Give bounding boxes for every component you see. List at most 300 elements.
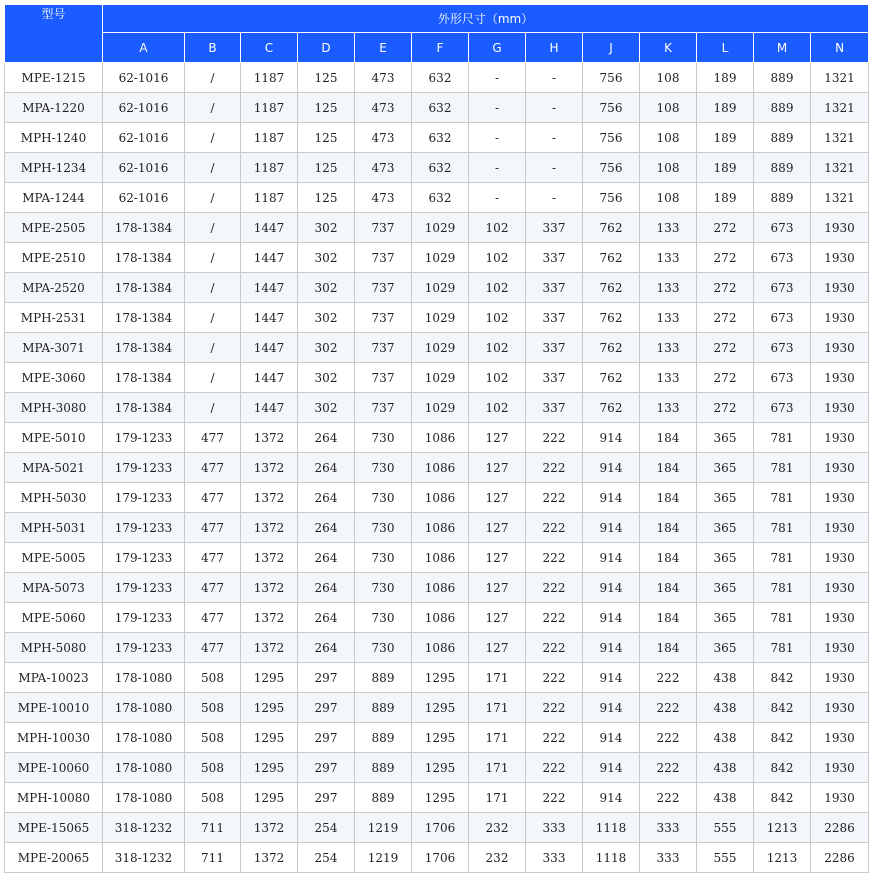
dimension-cell: - [526,153,583,183]
dimension-cell: 108 [640,93,697,123]
dimension-cell: 1930 [811,363,869,393]
dimension-cell: 222 [640,723,697,753]
table-body [5,63,869,873]
model-cell: MPE-3060 [5,363,103,393]
dimension-cell: 178-1080 [103,783,185,813]
dimension-cell: 1930 [811,423,869,453]
dimension-cell: 178-1080 [103,723,185,753]
table-row [5,213,869,243]
dimension-cell: 232 [469,843,526,873]
table-row [5,423,869,453]
table-row [5,333,869,363]
model-cell: MPE-5005 [5,543,103,573]
dimension-cell: 1295 [412,663,469,693]
dimension-cell: 62-1016 [103,123,185,153]
dimension-cell: 508 [185,753,241,783]
dimension-cell: 365 [697,513,754,543]
dimension-cell: 125 [298,153,355,183]
dimension-cell: 272 [697,333,754,363]
dimension-cell: 673 [754,333,811,363]
dimension-cell: 1295 [412,783,469,813]
dimension-cell: 889 [754,93,811,123]
dimension-cell: 781 [754,423,811,453]
dimension-cell: 914 [583,753,640,783]
dimension-cell: 1372 [241,483,298,513]
dimension-cell: 222 [526,723,583,753]
dimension-cell: 302 [298,333,355,363]
dimension-cell: 264 [298,483,355,513]
dimension-cell: / [185,93,241,123]
model-cell: MPE-2510 [5,243,103,273]
table-row [5,843,869,873]
dimension-cell: 1118 [583,843,640,873]
dimension-cell: 1372 [241,633,298,663]
table-header [5,5,869,63]
dimension-cell: 1930 [811,633,869,663]
dimension-cell: 1930 [811,513,869,543]
dimension-cell: 108 [640,153,697,183]
dimension-cell: 1213 [754,813,811,843]
dimension-cell: 1118 [583,813,640,843]
dimension-cell: 711 [185,843,241,873]
dimension-cell: 555 [697,843,754,873]
dimension-cell: 178-1384 [103,393,185,423]
model-cell: MPA-2520 [5,273,103,303]
dimension-cell: 1086 [412,423,469,453]
column-header-m: M [754,33,811,63]
dimension-cell: 189 [697,123,754,153]
model-cell: MPH-2531 [5,303,103,333]
dimension-cell: 756 [583,123,640,153]
dimension-cell: 178-1384 [103,363,185,393]
dimension-cell: 1295 [241,783,298,813]
model-cell: MPH-5080 [5,633,103,663]
dimension-cell: 222 [526,783,583,813]
dimension-cell: 127 [469,453,526,483]
dimension-cell: 264 [298,513,355,543]
dimension-cell: 127 [469,543,526,573]
dimension-cell: 1930 [811,543,869,573]
dimension-cell: 1219 [355,843,412,873]
dimension-cell: 125 [298,123,355,153]
dimension-cell: 1086 [412,483,469,513]
table-row [5,153,869,183]
dimension-cell: 730 [355,513,412,543]
model-cell: MPE-1215 [5,63,103,93]
model-cell: MPE-2505 [5,213,103,243]
dimension-cell: / [185,123,241,153]
dimension-cell: 171 [469,693,526,723]
dimension-cell: 102 [469,273,526,303]
dimension-cell: 365 [697,483,754,513]
dimension-cell: 762 [583,273,640,303]
dimension-cell: 337 [526,333,583,363]
model-cell: MPE-15065 [5,813,103,843]
dimension-cell: 133 [640,333,697,363]
dimension-cell: 365 [697,453,754,483]
dimension-cell: / [185,153,241,183]
dimension-cell: 1930 [811,483,869,513]
dimension-cell: 477 [185,423,241,453]
dimension-cell: 632 [412,153,469,183]
dimension-cell: 438 [697,783,754,813]
dimension-cell: 184 [640,543,697,573]
dimension-cell: 781 [754,483,811,513]
dimension-cell: 889 [754,123,811,153]
dimension-cell: 781 [754,453,811,483]
dimension-cell: 1447 [241,393,298,423]
dimension-cell: 781 [754,573,811,603]
dimension-cell: - [469,183,526,213]
model-cell: MPH-1234 [5,153,103,183]
table-row [5,783,869,813]
dimension-cell: 365 [697,573,754,603]
dimension-cell: 127 [469,603,526,633]
dimension-cell: 508 [185,663,241,693]
dimension-cell: 1321 [811,123,869,153]
dimension-cell: 102 [469,213,526,243]
table-row [5,273,869,303]
dimension-cell: 302 [298,363,355,393]
table-row [5,453,869,483]
dimension-cell: 477 [185,483,241,513]
dimension-cell: 1930 [811,333,869,363]
dimension-cell: 756 [583,153,640,183]
dimension-cell: 171 [469,723,526,753]
table-row [5,483,869,513]
column-header-n: N [811,33,869,63]
column-header-e: E [355,33,412,63]
dimension-cell: / [185,183,241,213]
model-cell: MPH-3080 [5,393,103,423]
column-header-c: C [241,33,298,63]
model-cell: MPE-5060 [5,603,103,633]
column-header-h: H [526,33,583,63]
dimension-cell: 1029 [412,303,469,333]
dimension-cell: 189 [697,153,754,183]
dimension-cell: 1295 [241,663,298,693]
dimension-cell: 889 [355,693,412,723]
dimension-cell: 337 [526,273,583,303]
dimension-cell: 272 [697,273,754,303]
dimension-cell: 1930 [811,573,869,603]
dimension-cell: 1213 [754,843,811,873]
model-cell: MPE-10060 [5,753,103,783]
dimension-cell: 1029 [412,273,469,303]
dimension-cell: 842 [754,783,811,813]
dimension-cell: 272 [697,243,754,273]
model-cell: MPA-1244 [5,183,103,213]
dimension-cell: 333 [526,813,583,843]
table-row [5,663,869,693]
dimension-cell: 1930 [811,273,869,303]
dimension-cell: 1372 [241,813,298,843]
dimension-cell: 1321 [811,153,869,183]
dimension-cell: 222 [640,753,697,783]
dimension-cell: - [526,63,583,93]
dimension-cell: 272 [697,213,754,243]
dimension-cell: 222 [640,783,697,813]
dimension-cell: 762 [583,243,640,273]
dimension-cell: 762 [583,363,640,393]
dimension-cell: 1372 [241,423,298,453]
dimension-cell: 264 [298,543,355,573]
dimension-cell: 756 [583,183,640,213]
dimension-cell: 1447 [241,363,298,393]
dimension-cell: 1086 [412,603,469,633]
dimension-table [4,4,869,873]
dimension-cell: 477 [185,453,241,483]
dimension-cell: 730 [355,453,412,483]
dimension-cell: 673 [754,393,811,423]
dimension-cell: 178-1384 [103,303,185,333]
dimension-cell: / [185,363,241,393]
dimension-cell: 184 [640,633,697,663]
table-row [5,243,869,273]
dimension-cell: 297 [298,753,355,783]
dimension-cell: 914 [583,423,640,453]
dimension-cell: 102 [469,243,526,273]
model-cell: MPH-5030 [5,483,103,513]
dimension-cell: 133 [640,393,697,423]
dimension-cell: 184 [640,513,697,543]
dimension-cell: 889 [355,783,412,813]
dimension-cell: 730 [355,423,412,453]
dimension-cell: 473 [355,123,412,153]
dimension-cell: 914 [583,693,640,723]
dimension-cell: 222 [526,573,583,603]
dimension-cell: 179-1233 [103,453,185,483]
dimension-cell: 1706 [412,843,469,873]
dimension-cell: 737 [355,393,412,423]
dimension-cell: 102 [469,363,526,393]
dimension-cell: 781 [754,513,811,543]
dimension-cell: 333 [640,843,697,873]
dimension-cell: 337 [526,363,583,393]
dimension-cell: 730 [355,573,412,603]
dimension-cell: 272 [697,363,754,393]
dimension-cell: - [526,183,583,213]
dimension-cell: 1372 [241,513,298,543]
dimension-cell: 178-1384 [103,273,185,303]
dimension-cell: 222 [526,633,583,663]
dimension-cell: 297 [298,723,355,753]
dimension-cell: 264 [298,453,355,483]
dimension-cell: 1295 [412,753,469,783]
dimension-cell: 222 [526,513,583,543]
dimension-cell: 1029 [412,393,469,423]
dimension-cell: 179-1233 [103,603,185,633]
column-header-d: D [298,33,355,63]
dimension-cell: 272 [697,393,754,423]
dimension-cell: 222 [526,453,583,483]
column-header-row [5,33,869,63]
dimension-cell: 1295 [412,723,469,753]
dimension-cell: 179-1233 [103,573,185,603]
dimension-cell: 914 [583,723,640,753]
dimension-cell: 1706 [412,813,469,843]
dimension-cell: 1187 [241,123,298,153]
dimension-cell: 133 [640,303,697,333]
dimension-cell: 264 [298,603,355,633]
dimension-cell: 125 [298,183,355,213]
dimension-cell: 189 [697,183,754,213]
dimension-cell: 737 [355,333,412,363]
table-row [5,363,869,393]
dimension-cell: 737 [355,303,412,333]
dimension-cell: 508 [185,723,241,753]
dimension-cell: / [185,333,241,363]
table-row [5,813,869,843]
dimension-cell: 1447 [241,213,298,243]
table-row [5,753,869,783]
dimension-cell: 178-1384 [103,333,185,363]
dimension-cell: 272 [697,303,754,333]
dimension-cell: 264 [298,423,355,453]
dimension-cell: 1295 [241,693,298,723]
dimension-cell: 673 [754,273,811,303]
dimension-cell: 178-1080 [103,753,185,783]
dimension-cell: 108 [640,183,697,213]
table-row [5,633,869,663]
dimension-cell: 1930 [811,303,869,333]
dimension-cell: 184 [640,453,697,483]
dimension-cell: 125 [298,63,355,93]
dimension-cell: 337 [526,243,583,273]
dimension-cell: 125 [298,93,355,123]
dimension-cell: 302 [298,303,355,333]
dimension-cell: 171 [469,663,526,693]
dimension-cell: 1086 [412,573,469,603]
dimension-cell: 102 [469,393,526,423]
column-header-g: G [469,33,526,63]
dimension-cell: - [469,93,526,123]
dimension-cell: 1447 [241,243,298,273]
dimension-cell: 2286 [811,813,869,843]
dimension-cell: 337 [526,393,583,423]
dimension-cell: 1029 [412,333,469,363]
dimension-cell: 264 [298,573,355,603]
column-header-a: A [103,33,185,63]
table-row [5,693,869,723]
dimension-cell: 264 [298,633,355,663]
dimension-cell: 632 [412,183,469,213]
dimension-cell: 1029 [412,213,469,243]
dimension-cell: 762 [583,393,640,423]
dimension-cell: 889 [754,63,811,93]
dimension-cell: 473 [355,63,412,93]
dimension-cell: 133 [640,273,697,303]
dimension-cell: 1086 [412,453,469,483]
dimension-cell: / [185,63,241,93]
dimension-cell: 1321 [811,183,869,213]
dimension-cell: 737 [355,213,412,243]
model-cell: MPA-10023 [5,663,103,693]
model-cell: MPH-10030 [5,723,103,753]
model-cell: MPH-5031 [5,513,103,543]
dimension-cell: 318-1232 [103,813,185,843]
dimension-cell: 297 [298,693,355,723]
dimension-cell: 889 [754,183,811,213]
dimension-cell: 438 [697,753,754,783]
dimension-cell: 756 [583,63,640,93]
dimension-cell: 127 [469,513,526,543]
dimension-cell: 730 [355,483,412,513]
dimension-cell: 914 [583,483,640,513]
dimension-cell: 762 [583,333,640,363]
dimension-cell: 62-1016 [103,153,185,183]
dimension-cell: 1295 [241,723,298,753]
dimension-cell: 184 [640,483,697,513]
table-row [5,93,869,123]
dimension-cell: 171 [469,783,526,813]
dimension-cell: 1930 [811,213,869,243]
dimension-cell: 1372 [241,603,298,633]
dimension-cell: 108 [640,63,697,93]
table-row [5,63,869,93]
table-row [5,723,869,753]
dimension-cell: 1029 [412,363,469,393]
model-cell: MPE-10010 [5,693,103,723]
dimension-cell: 1930 [811,723,869,753]
dimension-cell: 127 [469,573,526,603]
dimension-cell: 673 [754,213,811,243]
dimension-cell: - [469,153,526,183]
dimension-cell: 1086 [412,633,469,663]
dimension-cell: 477 [185,603,241,633]
dimension-cell: 477 [185,513,241,543]
dimension-cell: 333 [526,843,583,873]
dimension-cell: / [185,213,241,243]
dimension-cell: 477 [185,543,241,573]
dimension-cell: 189 [697,93,754,123]
dimension-cell: 302 [298,213,355,243]
dimension-cell: 127 [469,633,526,663]
dimension-cell: 1187 [241,63,298,93]
dimension-cell: 1930 [811,243,869,273]
dimension-cell: 179-1233 [103,513,185,543]
dimension-cell: 1930 [811,693,869,723]
dimension-cell: 438 [697,663,754,693]
column-header-j: J [583,33,640,63]
dimension-cell: 62-1016 [103,63,185,93]
dimension-cell: 1187 [241,93,298,123]
dimension-cell: 632 [412,63,469,93]
dimensions-group-header: 外形尺寸（mm） [103,5,869,33]
dimension-cell: 333 [640,813,697,843]
dimension-cell: 1372 [241,453,298,483]
model-column-header: 型号 [5,5,103,63]
dimension-cell: 365 [697,603,754,633]
dimension-cell: 1086 [412,513,469,543]
model-cell: MPE-5010 [5,423,103,453]
model-cell: MPA-3071 [5,333,103,363]
model-cell: MPA-5021 [5,453,103,483]
dimension-cell: 179-1233 [103,633,185,663]
dimension-cell: 184 [640,603,697,633]
dimension-cell: 889 [355,663,412,693]
dimension-cell: 127 [469,483,526,513]
dimension-cell: 914 [583,633,640,663]
dimension-cell: 555 [697,813,754,843]
dimension-cell: 127 [469,423,526,453]
dimension-cell: 178-1080 [103,663,185,693]
dimension-cell: 1187 [241,183,298,213]
table-row [5,603,869,633]
dimension-cell: 673 [754,243,811,273]
dimension-cell: 730 [355,543,412,573]
dimension-cell: 1029 [412,243,469,273]
